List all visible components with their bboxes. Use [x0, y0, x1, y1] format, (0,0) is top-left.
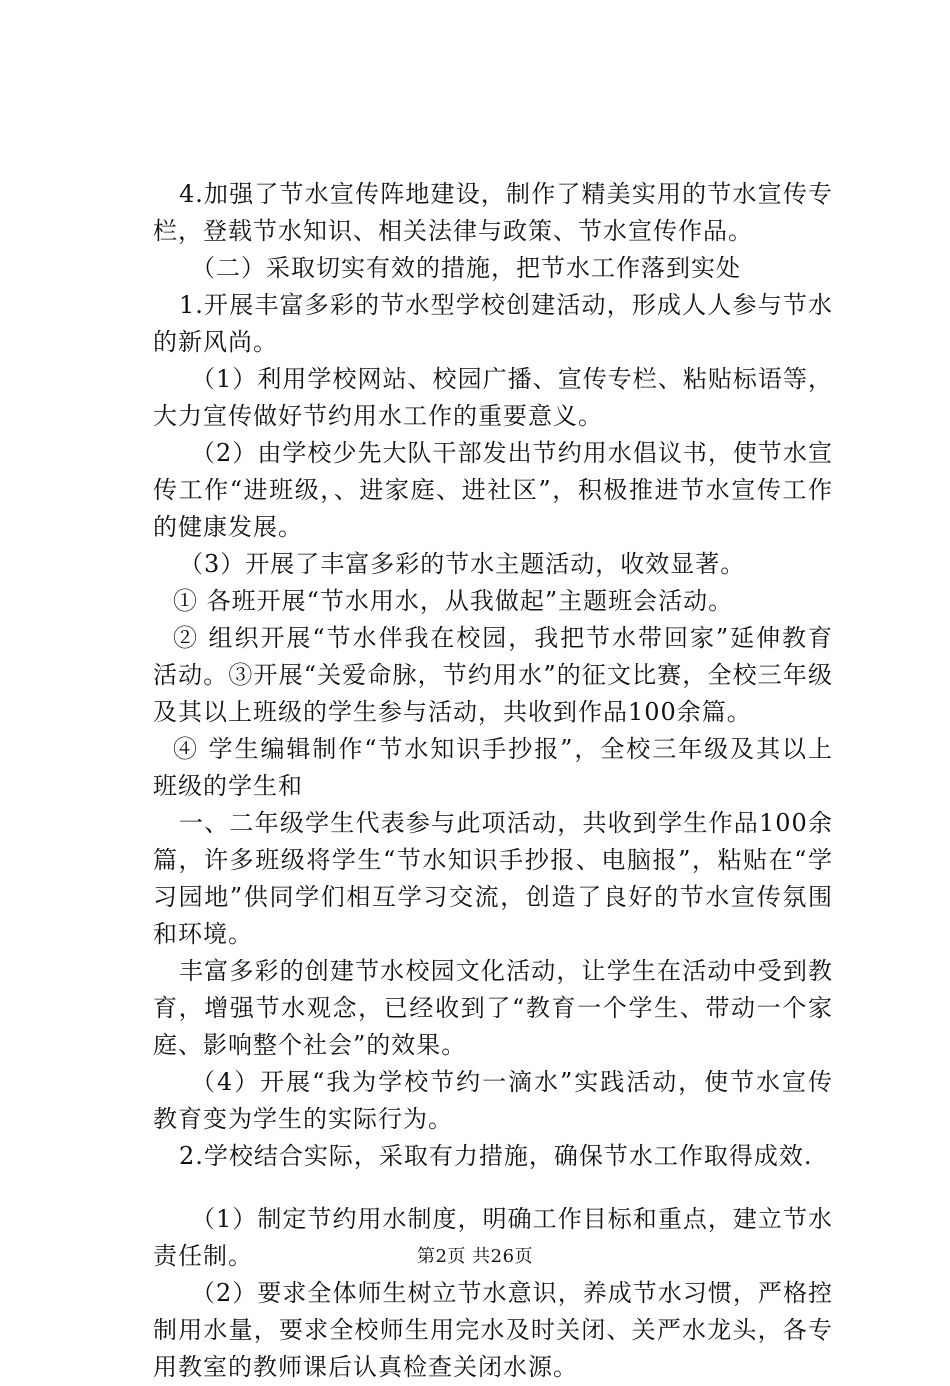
page-number: 第2页 共26页 — [416, 1246, 534, 1267]
paragraph-publicity-column: 4.加强了节水宣传阵地建设，制作了精美实用的节水宣传专栏，登载节水知识、相关法律与政策、节水宣传作品。 — [153, 180, 833, 245]
paragraph-item-3: （3）开展了丰富多彩的节水主题活动，收效显著。 — [179, 550, 746, 578]
paragraph-measures-2: 2.学校结合实际，采取有力措施，确保节水工作取得成效. — [179, 1142, 813, 1170]
paragraph-grade-participation: 一、二年级学生代表参与此项活动，共收到学生作品100余篇，许多班级将学生“节水知识手抄报、电脑报”，粘贴在“学习园地”供同学们相互学习交流，创造了良好的节水宣传氛围和环境。 — [153, 809, 833, 948]
paragraph-subitem-a: ① 各班开展“节水用水，从我做起”主题班会活动。 — [173, 587, 734, 615]
paragraph-effect: 丰富多彩的创建节水校园文化活动，让学生在活动中受到教育，增强节水观念，已经收到了“教育一个学生、带动一个家庭、影响整个社会”的效果。 — [153, 957, 833, 1059]
paragraph-item-4: （4）开展“我为学校节约一滴水”实践活动，使节水宣传教育变为学生的实际行为。 — [153, 1068, 833, 1133]
paragraph-activity-1: 1.开展丰富多彩的节水型学校创建活动，形成人人参与节水的新风尚。 — [153, 291, 833, 356]
paragraph-item-2: （2）由学校少先大队干部发出节约用水倡议书，使节水宣传工作“进班级，、进家庭、进社区”，积极推进节水宣传工作的健康发展。 — [153, 439, 833, 541]
section-heading-measures: （二）采取切实有效的措施，把节水工作落到实处 — [191, 254, 741, 282]
paragraph-subitem-d: ④ 学生编辑制作“节水知识手抄报”，全校三年级及其以上班级的学生和 — [153, 735, 833, 800]
paragraph-rule-2: （2）要求全体师生树立节水意识，养成节水习惯，严格控制用水量，要求全校师生用完水及时关闭、关严水龙头，各专用教室的教师课后认真检查关闭水源。 — [153, 1279, 833, 1381]
document-body — [153, 176, 833, 1386]
paragraph-subitem-b: ② 组织开展“节水伴我在校园，我把节水带回家”延伸教育活动。③开展“关爱命脉，节约用水”的征文比赛，全校三年级及其以上班级的学生参与活动，共收到作品100余篇。 — [153, 624, 833, 726]
paragraph-item-1: （1）利用学校网站、校园广播、宣传专栏、粘贴标语等，大力宣传做好节约用水工作的重要意义。 — [153, 365, 833, 430]
paragraph-rule-1: （1）制定节约用水制度，明确工作目标和重点，建立节水责任制。 — [153, 1205, 833, 1270]
